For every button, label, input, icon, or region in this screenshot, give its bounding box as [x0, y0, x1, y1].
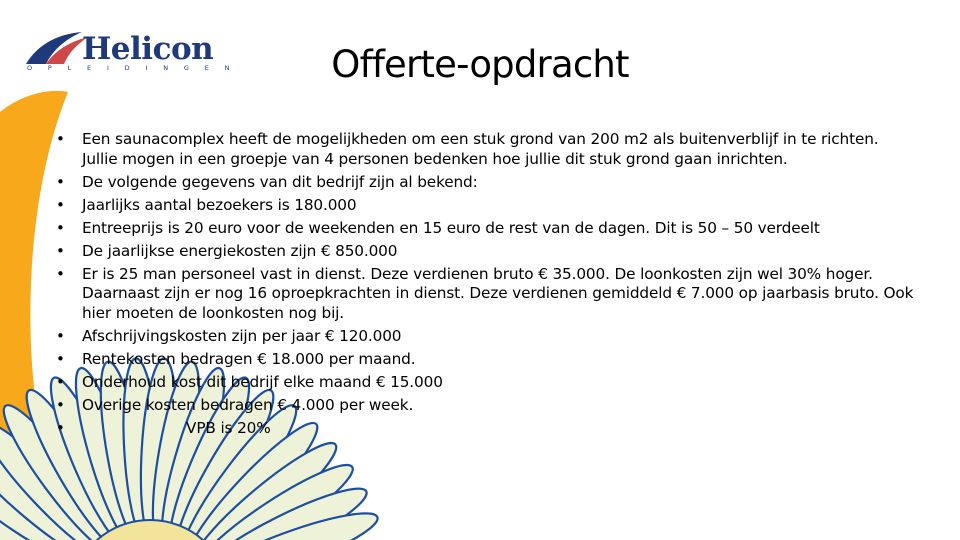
bullet-item: • Afschrijvingskosten zijn per jaar € 120.000 — [56, 327, 916, 347]
bullet-item: • Onderhoud kost dit bedrijf elke maand € 15.000 — [56, 373, 916, 393]
bullet-item: • Overige kosten bedragen € 4.000 per week. — [56, 396, 916, 416]
bullet-item: • Entreeprijs is 20 euro voor de weekenden en 15 euro de rest van de dagen. Dit is 50 – 50 verdeelt — [56, 219, 916, 239]
bullet-list — [56, 130, 916, 442]
bullet-item: • Een saunacomplex heeft de mogelijkheden om een stuk grond van 200 m2 als buitenverblijf in te richten. Jullie mogen in een groepje van 4 personen bedenken hoe jullie dit stuk grond gaan inrichten. — [56, 130, 916, 169]
slide-title: Offerte-opdracht — [331, 43, 629, 86]
logo-name: Helicon — [82, 31, 214, 67]
bullet-item: • VPB is 20% — [56, 419, 916, 439]
bullet-item: • Er is 25 man personeel vast in dienst. Deze verdienen bruto € 35.000. De loonkosten zijn wel 30% hoger. Daarnaast zijn er nog 16 oproepkrachten in dienst. Deze verdienen gemiddeld € 7.000 op jaarbasis bruto. Ook hier moeten de loonkosten nog bij. — [56, 265, 916, 324]
bullet-item: • De jaarlijkse energiekosten zijn € 850.000 — [56, 242, 916, 262]
helicon-logo — [24, 28, 246, 80]
bullet-item: • Rentekosten bedragen € 18.000 per maand. — [56, 350, 916, 370]
bullet-item: • De volgende gegevens van dit bedrijf zijn al bekend: — [56, 173, 916, 193]
bullet-item: • Jaarlijks aantal bezoekers is 180.000 — [56, 196, 916, 216]
logo-subtitle: OPLEIDINGEN — [27, 64, 246, 72]
